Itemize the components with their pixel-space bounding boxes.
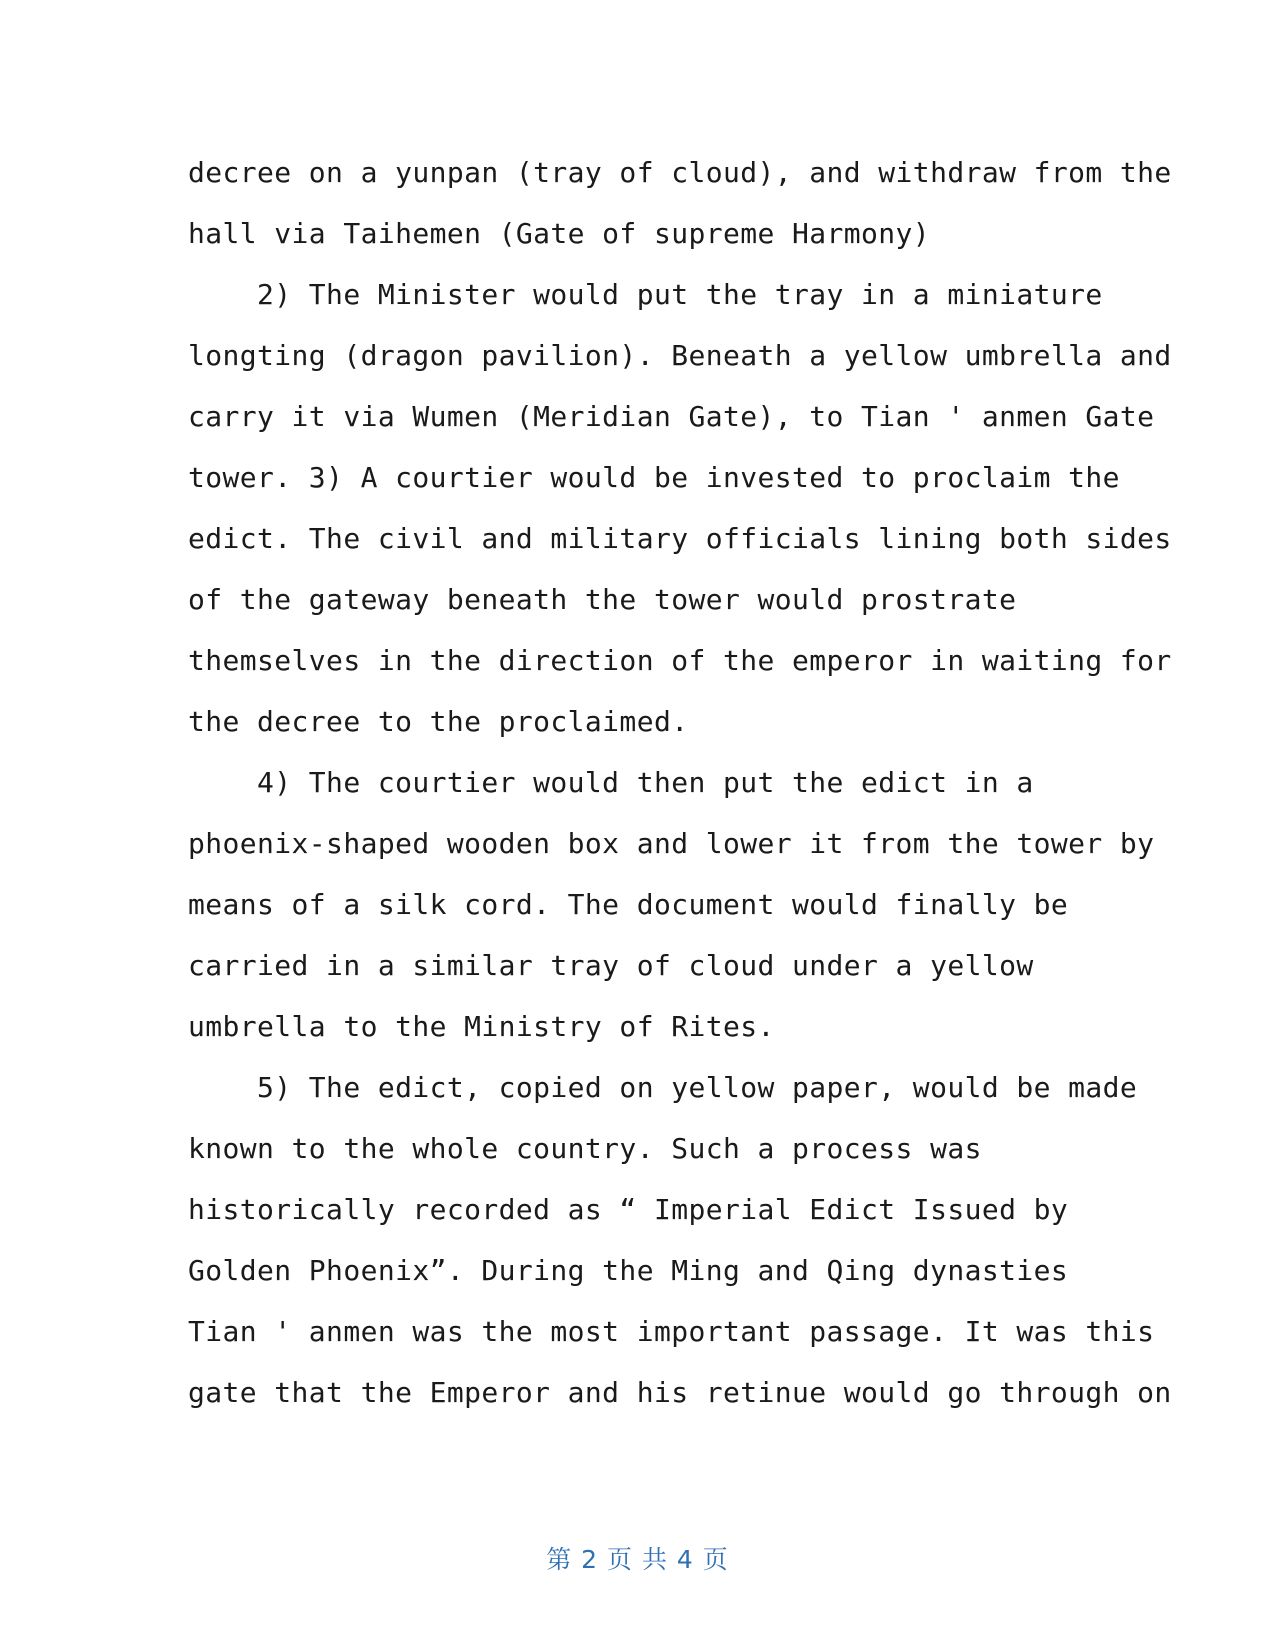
text-line: 2) The Minister would put the tray in a miniature [188,278,1103,311]
text-line: known to the whole country. Such a process was [188,1132,982,1165]
text-line: Tian ' anmen was the most important passage. It was this [188,1315,1155,1348]
text-line: means of a silk cord. The document would finally be [188,888,1069,921]
text-line: hall via Taihemen (Gate of supreme Harmony) [188,217,931,250]
text-line: historically recorded as “ Imperial Edict Issued by [188,1193,1069,1226]
text-line: of the gateway beneath the tower would prostrate [188,583,1017,616]
text-line: decree on a yunpan (tray of cloud), and withdraw from the [188,156,1172,189]
text-line: longting (dragon pavilion). Beneath a yellow umbrella and [188,339,1172,372]
text-line: tower. 3) A courtier would be invested to proclaim the [188,461,1120,494]
text-line: phoenix-shaped wooden box and lower it from the tower by [188,827,1155,860]
text-line: 5) The edict, copied on yellow paper, would be made [188,1071,1138,1104]
text-line: umbrella to the Ministry of Rites. [188,1010,775,1043]
page-number-footer: 第 2 页 共 4 页 [546,1545,729,1574]
body-text [188,148,1172,1429]
text-line: edict. The civil and military officials lining both sides [188,522,1172,555]
text-line: carried in a similar tray of cloud under a yellow [188,949,1034,982]
text-line: gate that the Emperor and his retinue would go through on [188,1376,1172,1409]
text-line: the decree to the proclaimed. [188,705,689,738]
text-line: 4) The courtier would then put the edict in a [188,766,1034,799]
text-line: Golden Phoenix”. During the Ming and Qing dynasties [188,1254,1069,1287]
text-line: carry it via Wumen (Meridian Gate), to Tian ' anmen Gate [188,400,1155,433]
text-line: themselves in the direction of the emperor in waiting for [188,644,1172,677]
